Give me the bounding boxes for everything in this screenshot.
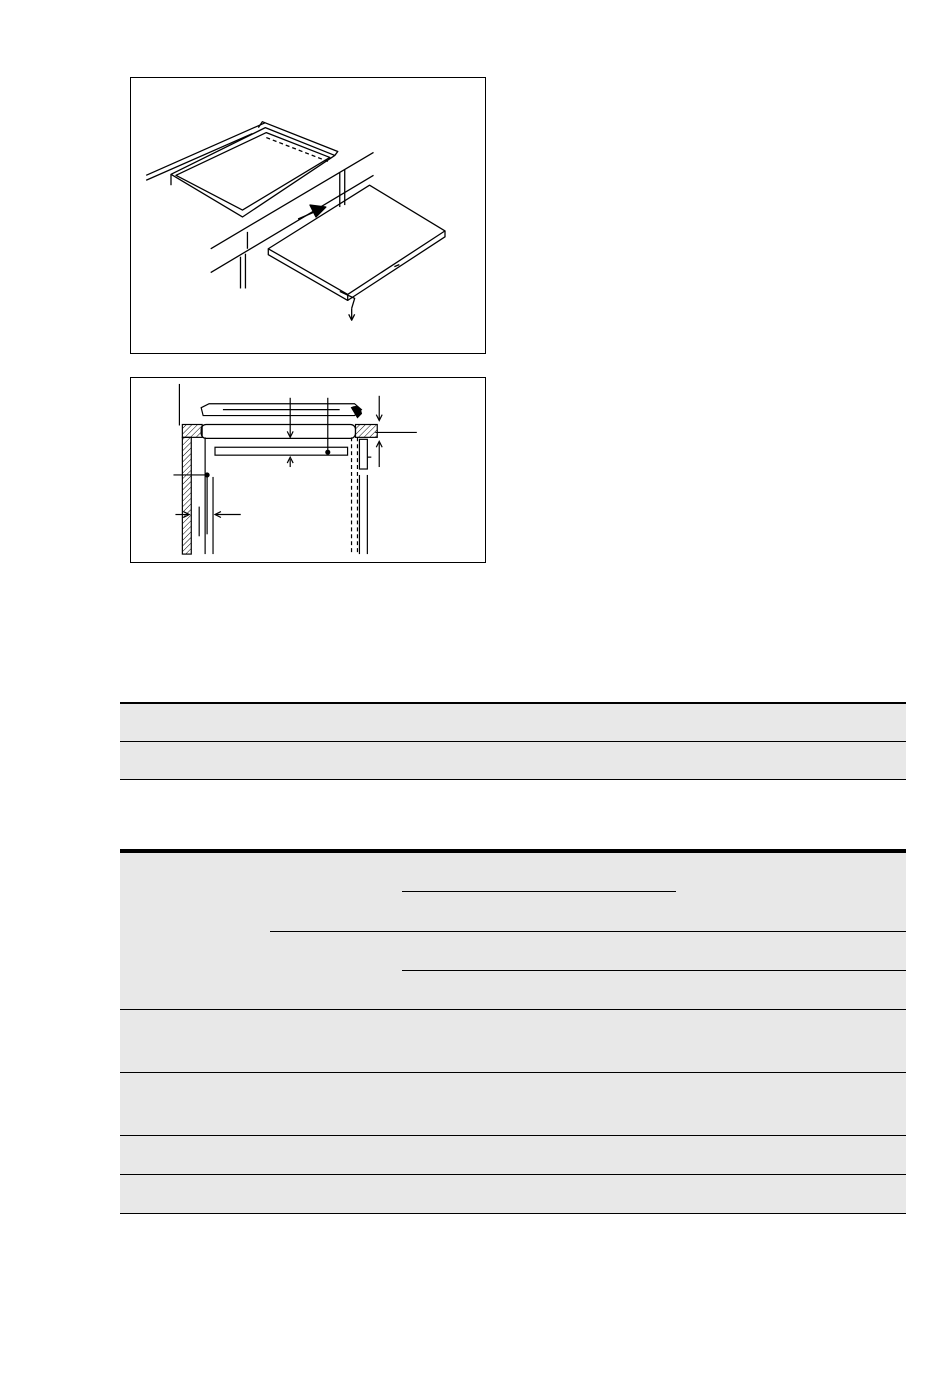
sub-row-divider <box>402 970 906 971</box>
sub-row-divider <box>270 931 906 932</box>
table-row <box>120 1175 906 1214</box>
table-row <box>120 1136 906 1175</box>
hob-insertion-drawing <box>131 78 485 353</box>
hob-insertion-diagram <box>130 77 486 354</box>
table-cell <box>120 741 906 779</box>
hob-underside <box>201 424 355 438</box>
hob-section-drawing <box>131 378 485 562</box>
table-cell <box>120 703 906 741</box>
spec-table-2 <box>120 849 906 1214</box>
table-row <box>120 1073 906 1136</box>
hob-plate <box>268 185 445 294</box>
worktop-edge-line <box>146 123 265 176</box>
worktop-right <box>355 424 377 437</box>
hob-cross-section-diagram <box>130 377 486 563</box>
hatched-wall <box>182 437 191 554</box>
spec-table-1 <box>120 702 906 780</box>
worktop-left <box>182 424 202 437</box>
cabinet-door-top <box>359 439 367 469</box>
sub-row-divider <box>402 891 676 892</box>
table-row <box>120 703 906 741</box>
table-row-group <box>120 853 906 1010</box>
table-row <box>120 741 906 779</box>
table-row <box>120 1010 906 1073</box>
